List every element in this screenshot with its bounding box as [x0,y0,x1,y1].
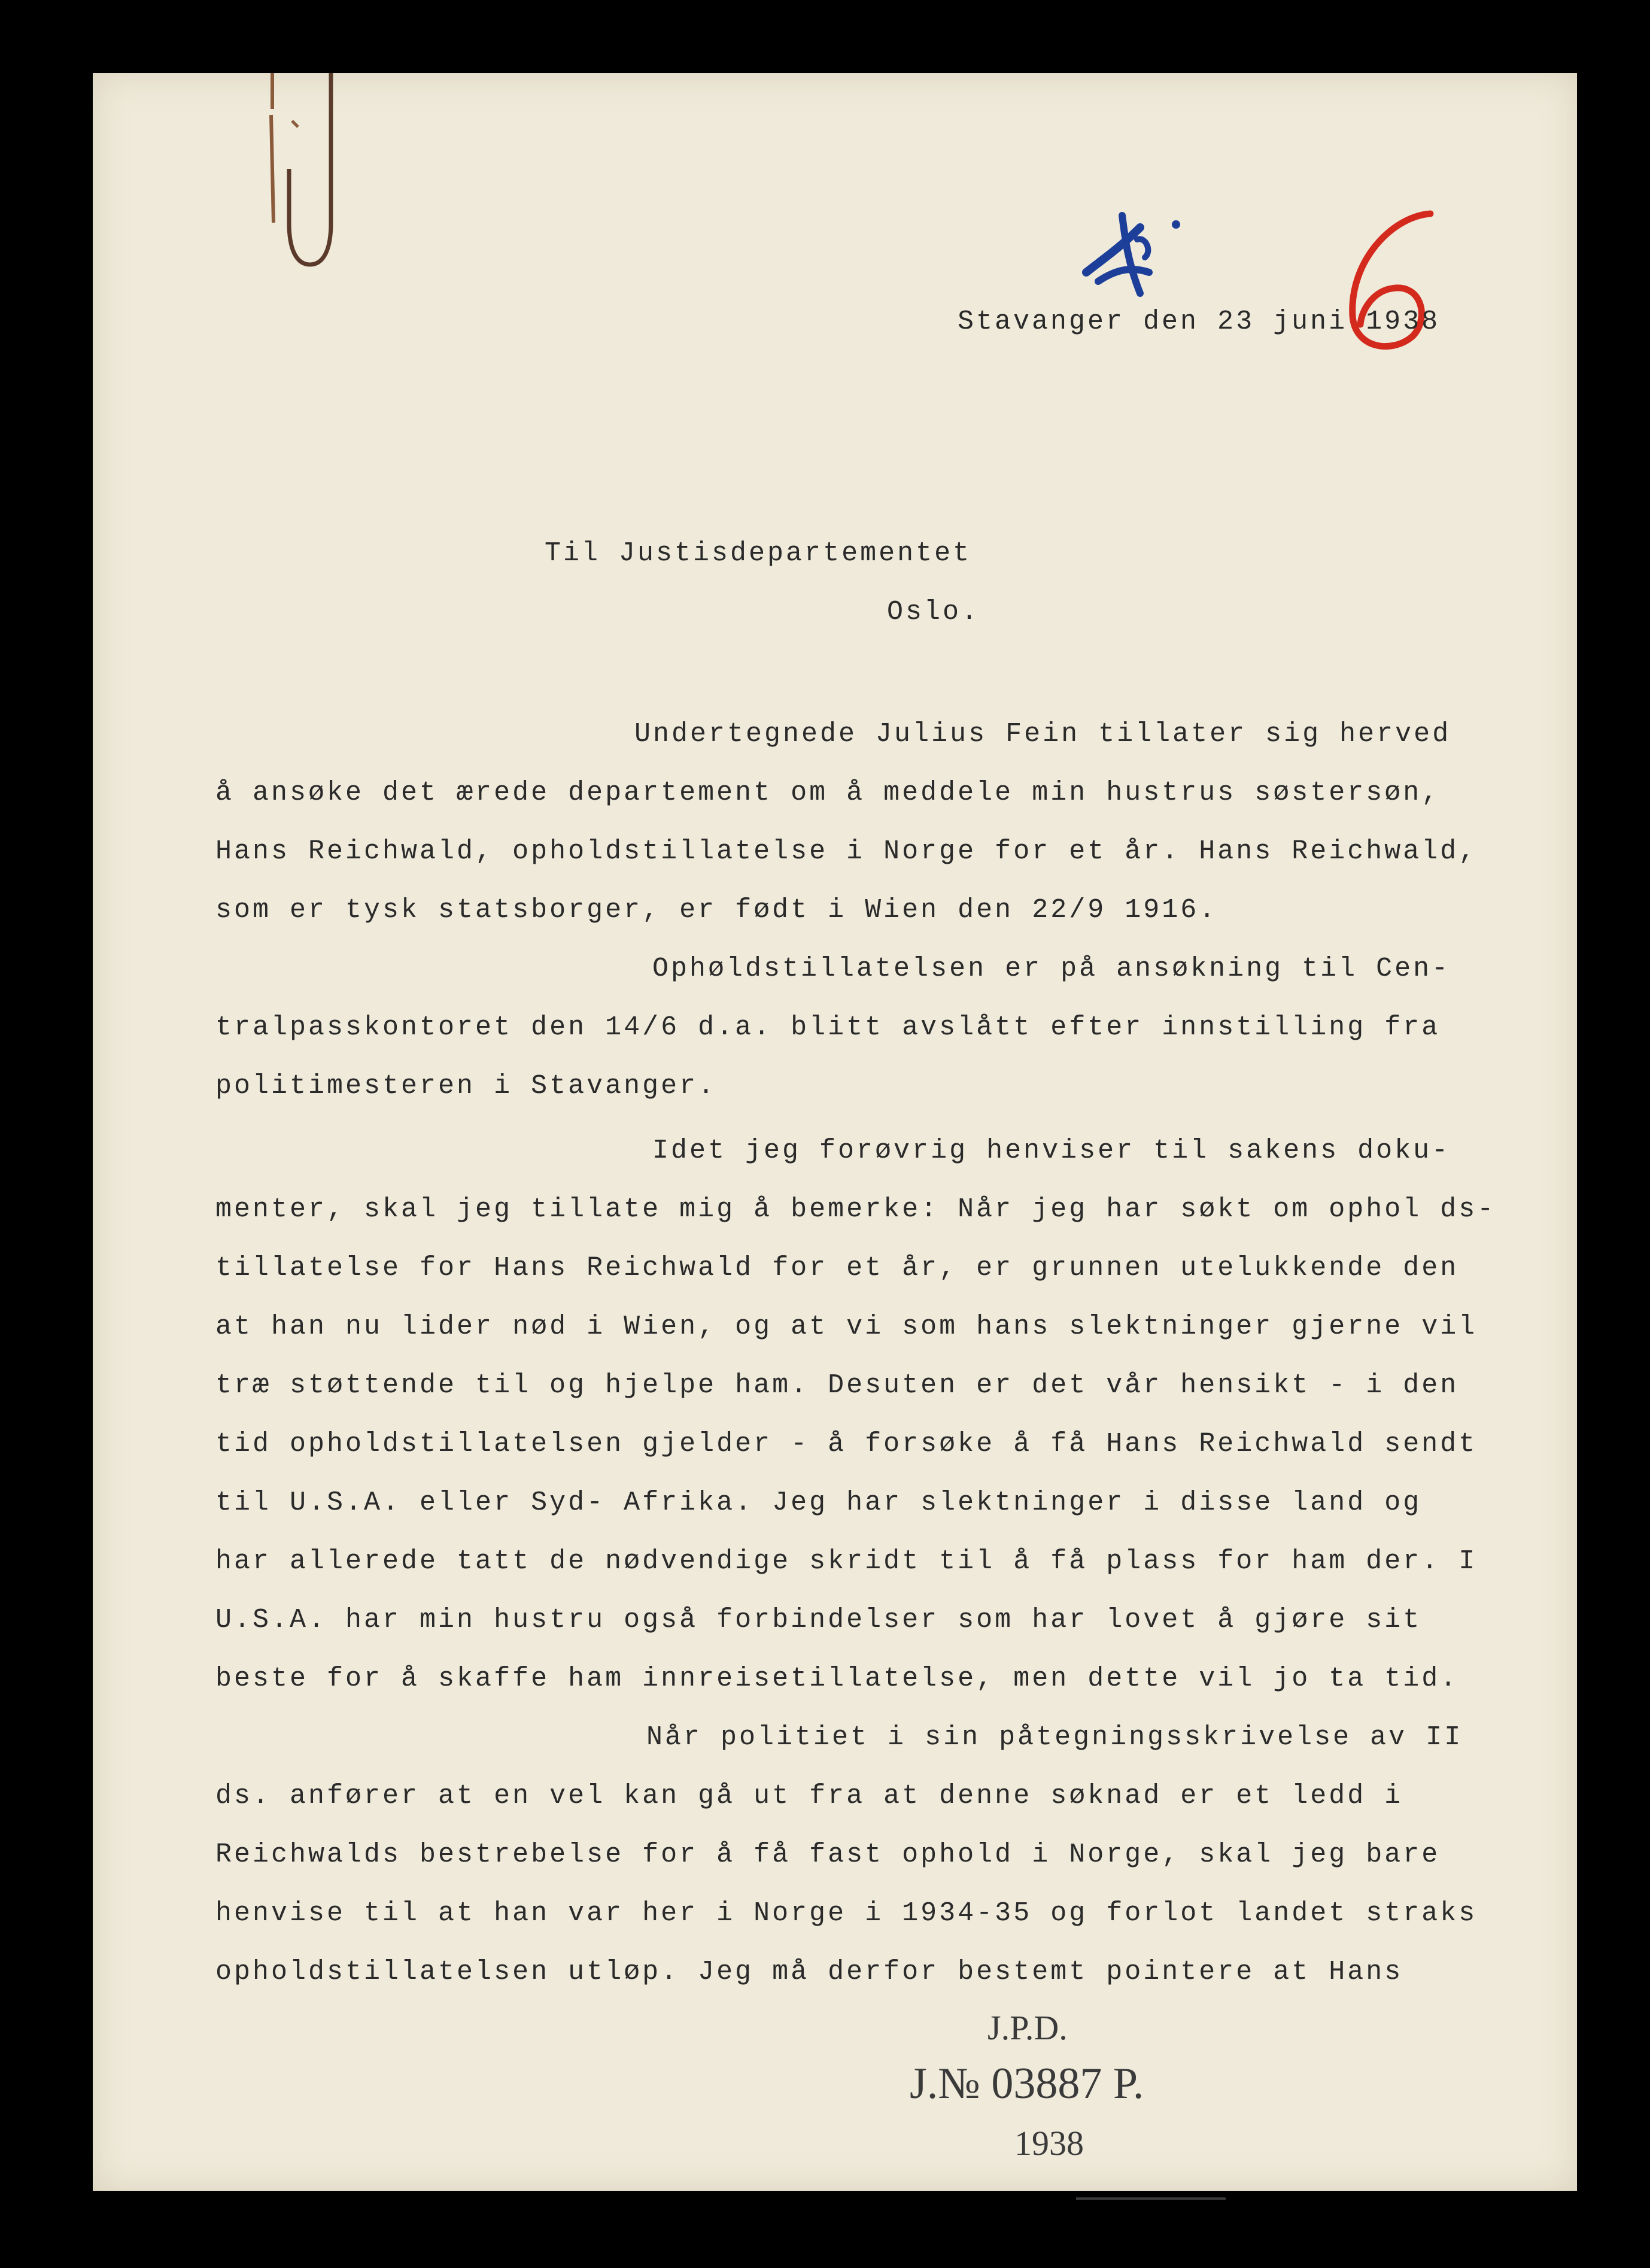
stamp-year: 1938 [1014,2124,1084,2163]
body-line: Hans Reichwald, opholdstillatelse i Norge for et år. Hans Reichwald, [215,836,1478,867]
letter-page [93,73,1577,2191]
stamp-rule [1076,2197,1226,2200]
body-line: Ophøldstillatelsen er på ansøkning til Cen- [652,954,1451,984]
body-line: Undertegnede Julius Fein tillater sig herved [634,719,1451,749]
recipient-line-2: Oslo. [887,597,980,627]
body-line: å ansøke det ærede departement om å meddele min hustrus søstersøn, [215,778,1441,808]
body-line: menter, skal jeg tillate mig å bemerke: Når jeg har søkt om ophol ds- [215,1194,1496,1225]
body-line: U.S.A. har min hustru også forbindelser som har lovet å gjøre sit [215,1605,1422,1635]
blue-pencil-mark [1074,204,1194,305]
stamp-department: J.P.D. [987,2008,1068,2047]
body-line: beste for å skaffe ham innreisetillatelse, men dette vil jo ta tid. [215,1663,1459,1694]
body-line: har allerede tatt de nødvendige skridt til å få plass for ham der. I [215,1546,1478,1577]
body-line: tillatelse for Hans Reichwald for et år, er grunnen utelukkende den [215,1253,1459,1283]
body-line: at han nu lider nød i Wien, og at vi som hans slektninger gjerne vil [215,1311,1478,1342]
body-line: som er tysk statsborger, er født i Wien den 22/9 1916. [215,895,1218,925]
date-line: Stavanger den 23 juni 1938 [958,306,1441,337]
body-line: henvise til at han var her i Norge i 1934-35 og forlot landet straks [215,1898,1478,1929]
body-line: opholdstillatelsen utløp. Jeg må derfor bestemt pointere at Hans [215,1957,1403,1987]
stamp-journal-number: J.№ 03887 P. [910,2059,1144,2108]
red-number-annotation [1326,202,1445,363]
recipient-line-1: Til Justisdepartementet [545,538,972,569]
body-line: Reichwalds bestrebelse for å få fast ophold i Norge, skal jeg bare [215,1839,1441,1870]
body-line: træ støttende til og hjelpe ham. Desuten er det vår hensikt - i den [215,1370,1459,1401]
body-line: Når politiet i sin påtegningsskrivelse av II [646,1722,1463,1753]
body-line: ds. anfører at en vel kan gå ut fra at denne søknad er et ledd i [215,1781,1403,1811]
body-line: Idet jeg forøvrig henviser til sakens doku- [652,1135,1451,1166]
body-line: tralpasskontoret den 14/6 d.a. blitt avslått efter innstilling fra [215,1012,1441,1043]
body-line: til U.S.A. eller Syd- Afrika. Jeg har slektninger i disse land og [215,1487,1422,1518]
body-line: politimesteren i Stavanger. [215,1071,717,1101]
paper-clip-mark [247,73,355,292]
body-line: tid opholdstillatelsen gjelder - å forsøke å få Hans Reichwald sendt [215,1429,1478,1459]
